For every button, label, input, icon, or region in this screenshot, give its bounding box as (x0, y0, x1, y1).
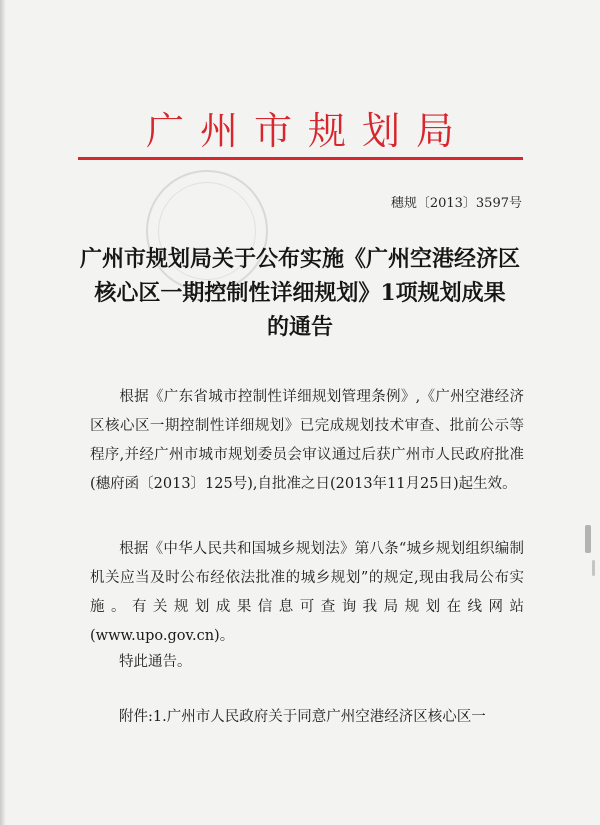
notice-title-line-3: 的通告 (266, 314, 333, 340)
scan-artifact-mark-small (592, 560, 595, 576)
issuing-organization-title: 广州市规划局 (145, 109, 470, 153)
red-header-rule (78, 157, 523, 160)
paragraph-closing (90, 648, 524, 677)
notice-title (60, 242, 540, 344)
notice-title-line-1: 广州市规划局关于公布实施《广州空港经济区 (79, 246, 520, 272)
paragraph-approval-text: 根据《广东省城市控制性详细规划管理条例》,《广州空港经济区核心区一期控制性详细规划》已完成规划技术审查、批前公示等程序,并经广州市城市规划委员会审议通过后获广州市人民政府批准(穗府函〔2013〕125号),自批准之日(2013年11月25日)起生效。 (90, 389, 524, 492)
paragraph-approval (90, 383, 524, 499)
attachment-line-text: 附件:1.广州市人民政府关于同意广州空港经济区核心区一 (119, 709, 486, 725)
paragraph-publication (90, 535, 524, 651)
document-number: 穗规〔2013〕3597号 (390, 196, 522, 211)
notice-title-line-2: 核心区一期控制性详细规划》1项规划成果 (94, 280, 506, 306)
scan-artifact-mark (585, 525, 591, 553)
attachment-line (90, 703, 524, 732)
paragraph-publication-text: 根据《中华人民共和国城乡规划法》第八条“城乡规划组织编制机关应当及时公布经依法批准的城乡规划”的规定,现由我局公布实施。有关规划成果信息可查询我局规划在线网站(www.upo.gov.cn)。 (90, 541, 524, 644)
paragraph-closing-text: 特此通告。 (119, 654, 192, 670)
